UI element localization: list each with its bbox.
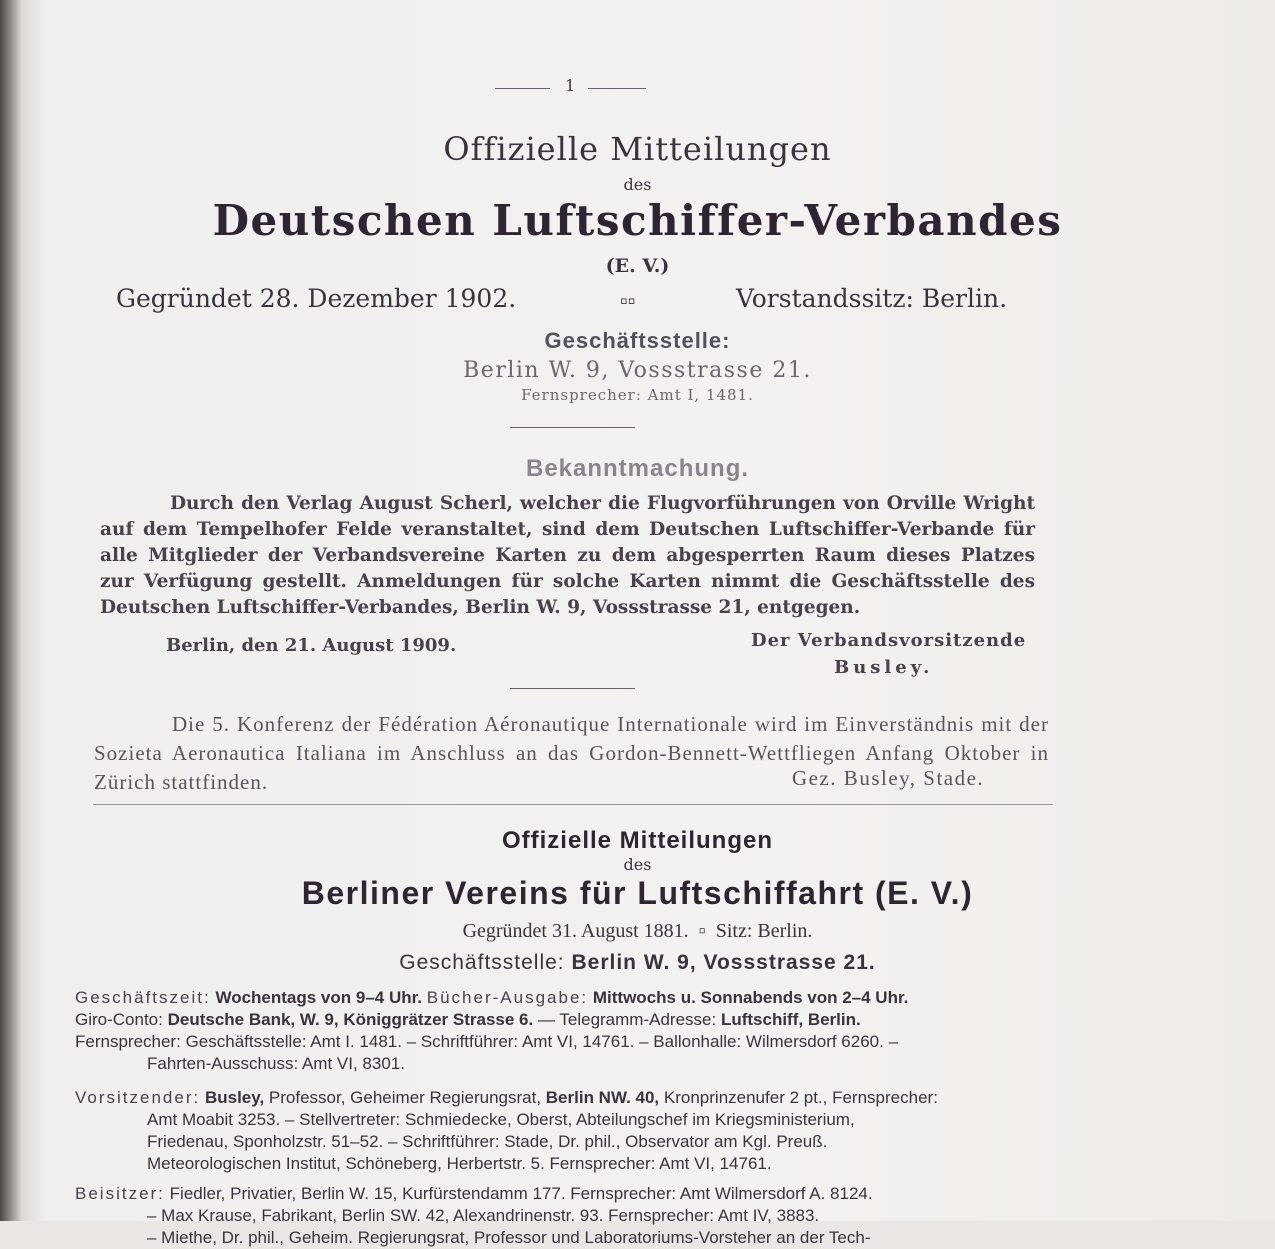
bvl-founded: Gegründet 31. August 1881.: [462, 920, 689, 942]
phone-1: Geschäftsstelle: Amt I. 1481. – Schriftführer: Amt VI, 14761. – Ballonhalle: Wilmersdorf 6260. –: [185, 1032, 899, 1051]
section-divider: [93, 804, 1053, 805]
hours: Wochentags von 9–4 Uhr.: [215, 988, 423, 1007]
telegram-label: — Telegramm-Adresse:: [537, 1010, 717, 1029]
bvl-separator: ▫: [698, 920, 706, 942]
bvl-heading-line1: Offizielle Mitteilungen: [501, 827, 773, 854]
notice-body: Durch den Verlag August Scherl, welcher die Flugvorführungen von Orville Wright auf dem Tempelhofer Felde veranstaltet, sind dem Deutschen Luftschiffer-Verbande für alle Mitglieder der Verbandsvereine Karten zu dem abgesperrten Raum dieses Platzes zur Verfügung gestellt. Anmeldungen für solche Karten nimmt die Geschäftsstelle des Deutschen Luftschiffer-Verbandes, Berlin W. 9, Vossstrasse 21, entgegen.: [100, 493, 1035, 618]
divider: [510, 688, 635, 689]
chair-4: Meteorologischen Institut, Schöneberg, Herbertstr. 5. Fernsprecher: Amt VI, 14761.: [147, 1154, 772, 1173]
bvl-seat: Sitz: Berlin.: [715, 920, 813, 942]
notice-heading: Bekanntmachung.: [525, 455, 750, 482]
bvl-office-label: Geschäftsstelle:: [399, 951, 565, 974]
bvl-office-address: Berlin W. 9, Vossstrasse 21.: [571, 951, 876, 974]
chair-city: Berlin NW. 40,: [545, 1088, 660, 1107]
divider: [510, 427, 635, 428]
dlv-separator: ▫▫: [620, 288, 636, 313]
phone-label: Fernsprecher:: [75, 1032, 181, 1051]
assessor-label: Beisitzer:: [75, 1184, 165, 1203]
chair-2: Amt Moabit 3253. – Stellvertreter: Schmiedecke, Oberst, Abteilungschef im Kriegsministerium,: [147, 1110, 855, 1129]
telegram: Luftschiff, Berlin.: [720, 1010, 861, 1029]
dlv-phone: Fernsprecher: Amt I, 1481.: [521, 386, 754, 404]
assessor-1: Fiedler, Privatier, Berlin W. 15, Kurfürstendamm 177. Fernsprecher: Amt Wilmersdorf A. 8124.: [169, 1184, 873, 1203]
dlv-ev: (E. V.): [605, 255, 670, 277]
page-marker: 1: [565, 76, 576, 95]
giro-label: Giro-Conto:: [75, 1010, 163, 1029]
chair-title: Professor, Geheimer Regierungsrat,: [268, 1088, 542, 1107]
bvl-office-line: [0, 951, 1275, 975]
books: Mittwochs u. Sonnabends von 2–4 Uhr.: [592, 988, 909, 1007]
conference-signature: Gez. Busley, Stade.: [792, 766, 985, 790]
bvl-details: [75, 987, 1075, 1249]
bvl-title: Berliner Vereins für Luftschiffahrt (E. V.): [301, 875, 974, 911]
dlv-office-label: Geschäftsstelle:: [544, 328, 731, 353]
dlv-founded: Gegründet 28. Dezember 1902.: [116, 284, 517, 313]
giro: Deutsche Bank, W. 9, Königgrätzer Strasse 6.: [167, 1010, 534, 1029]
hours-label: Geschäftszeit:: [75, 988, 211, 1007]
divider: [495, 88, 550, 89]
divider: [588, 88, 646, 89]
notice-place-date: Berlin, den 21. August 1909.: [166, 635, 457, 656]
dlv-seat: Vorstandssitz: Berlin.: [736, 284, 1008, 313]
notice-signer: Busley.: [834, 657, 934, 678]
dlv-title: Deutschen Luftschiffer-Verbandes: [212, 196, 1063, 245]
bvl-founded-line: [0, 920, 1275, 943]
chair-name: Busley,: [204, 1088, 265, 1107]
assessor-3: – Miethe, Dr. phil., Geheim. Regierungsrat, Professor und Laboratoriums-Vorsteher an der Tech-: [147, 1228, 871, 1247]
chair-address: Kronprinzenufer 2 pt., Fernsprecher:: [663, 1088, 938, 1107]
phone-2: Fahrten-Ausschuss: Amt VI, 8301.: [147, 1054, 405, 1073]
notice-signer-title: Der Verbandsvorsitzende: [751, 630, 1027, 651]
chair-label: Vorsitzender:: [75, 1088, 201, 1107]
conference-body: Die 5. Konferenz der Fédération Aéronautique Internationale wird im Einverständnis mit der Sozieta Aeronautica Italiana im Anschluss an das Gordon-Bennett-Wettfliegen Anfang Oktober in Zürich stattfinden.: [94, 712, 1049, 794]
dlv-office-address: Berlin W. 9, Vossstrasse 21.: [463, 358, 812, 383]
dlv-heading-line1: Offizielle Mitteilungen: [443, 130, 832, 168]
assessor-2: – Max Krause, Fabrikant, Berlin SW. 42, Alexandrinenstr. 93. Fernsprecher: Amt IV, 3883.: [147, 1206, 820, 1225]
books-label: Bücher-Ausgabe:: [426, 988, 589, 1007]
dlv-des: des: [623, 175, 652, 194]
bvl-des: des: [623, 855, 652, 874]
chair-3: Friedenau, Sponholzstr. 51–52. – Schriftführer: Stade, Dr. phil., Observator am Kgl. Preuß.: [147, 1132, 828, 1151]
